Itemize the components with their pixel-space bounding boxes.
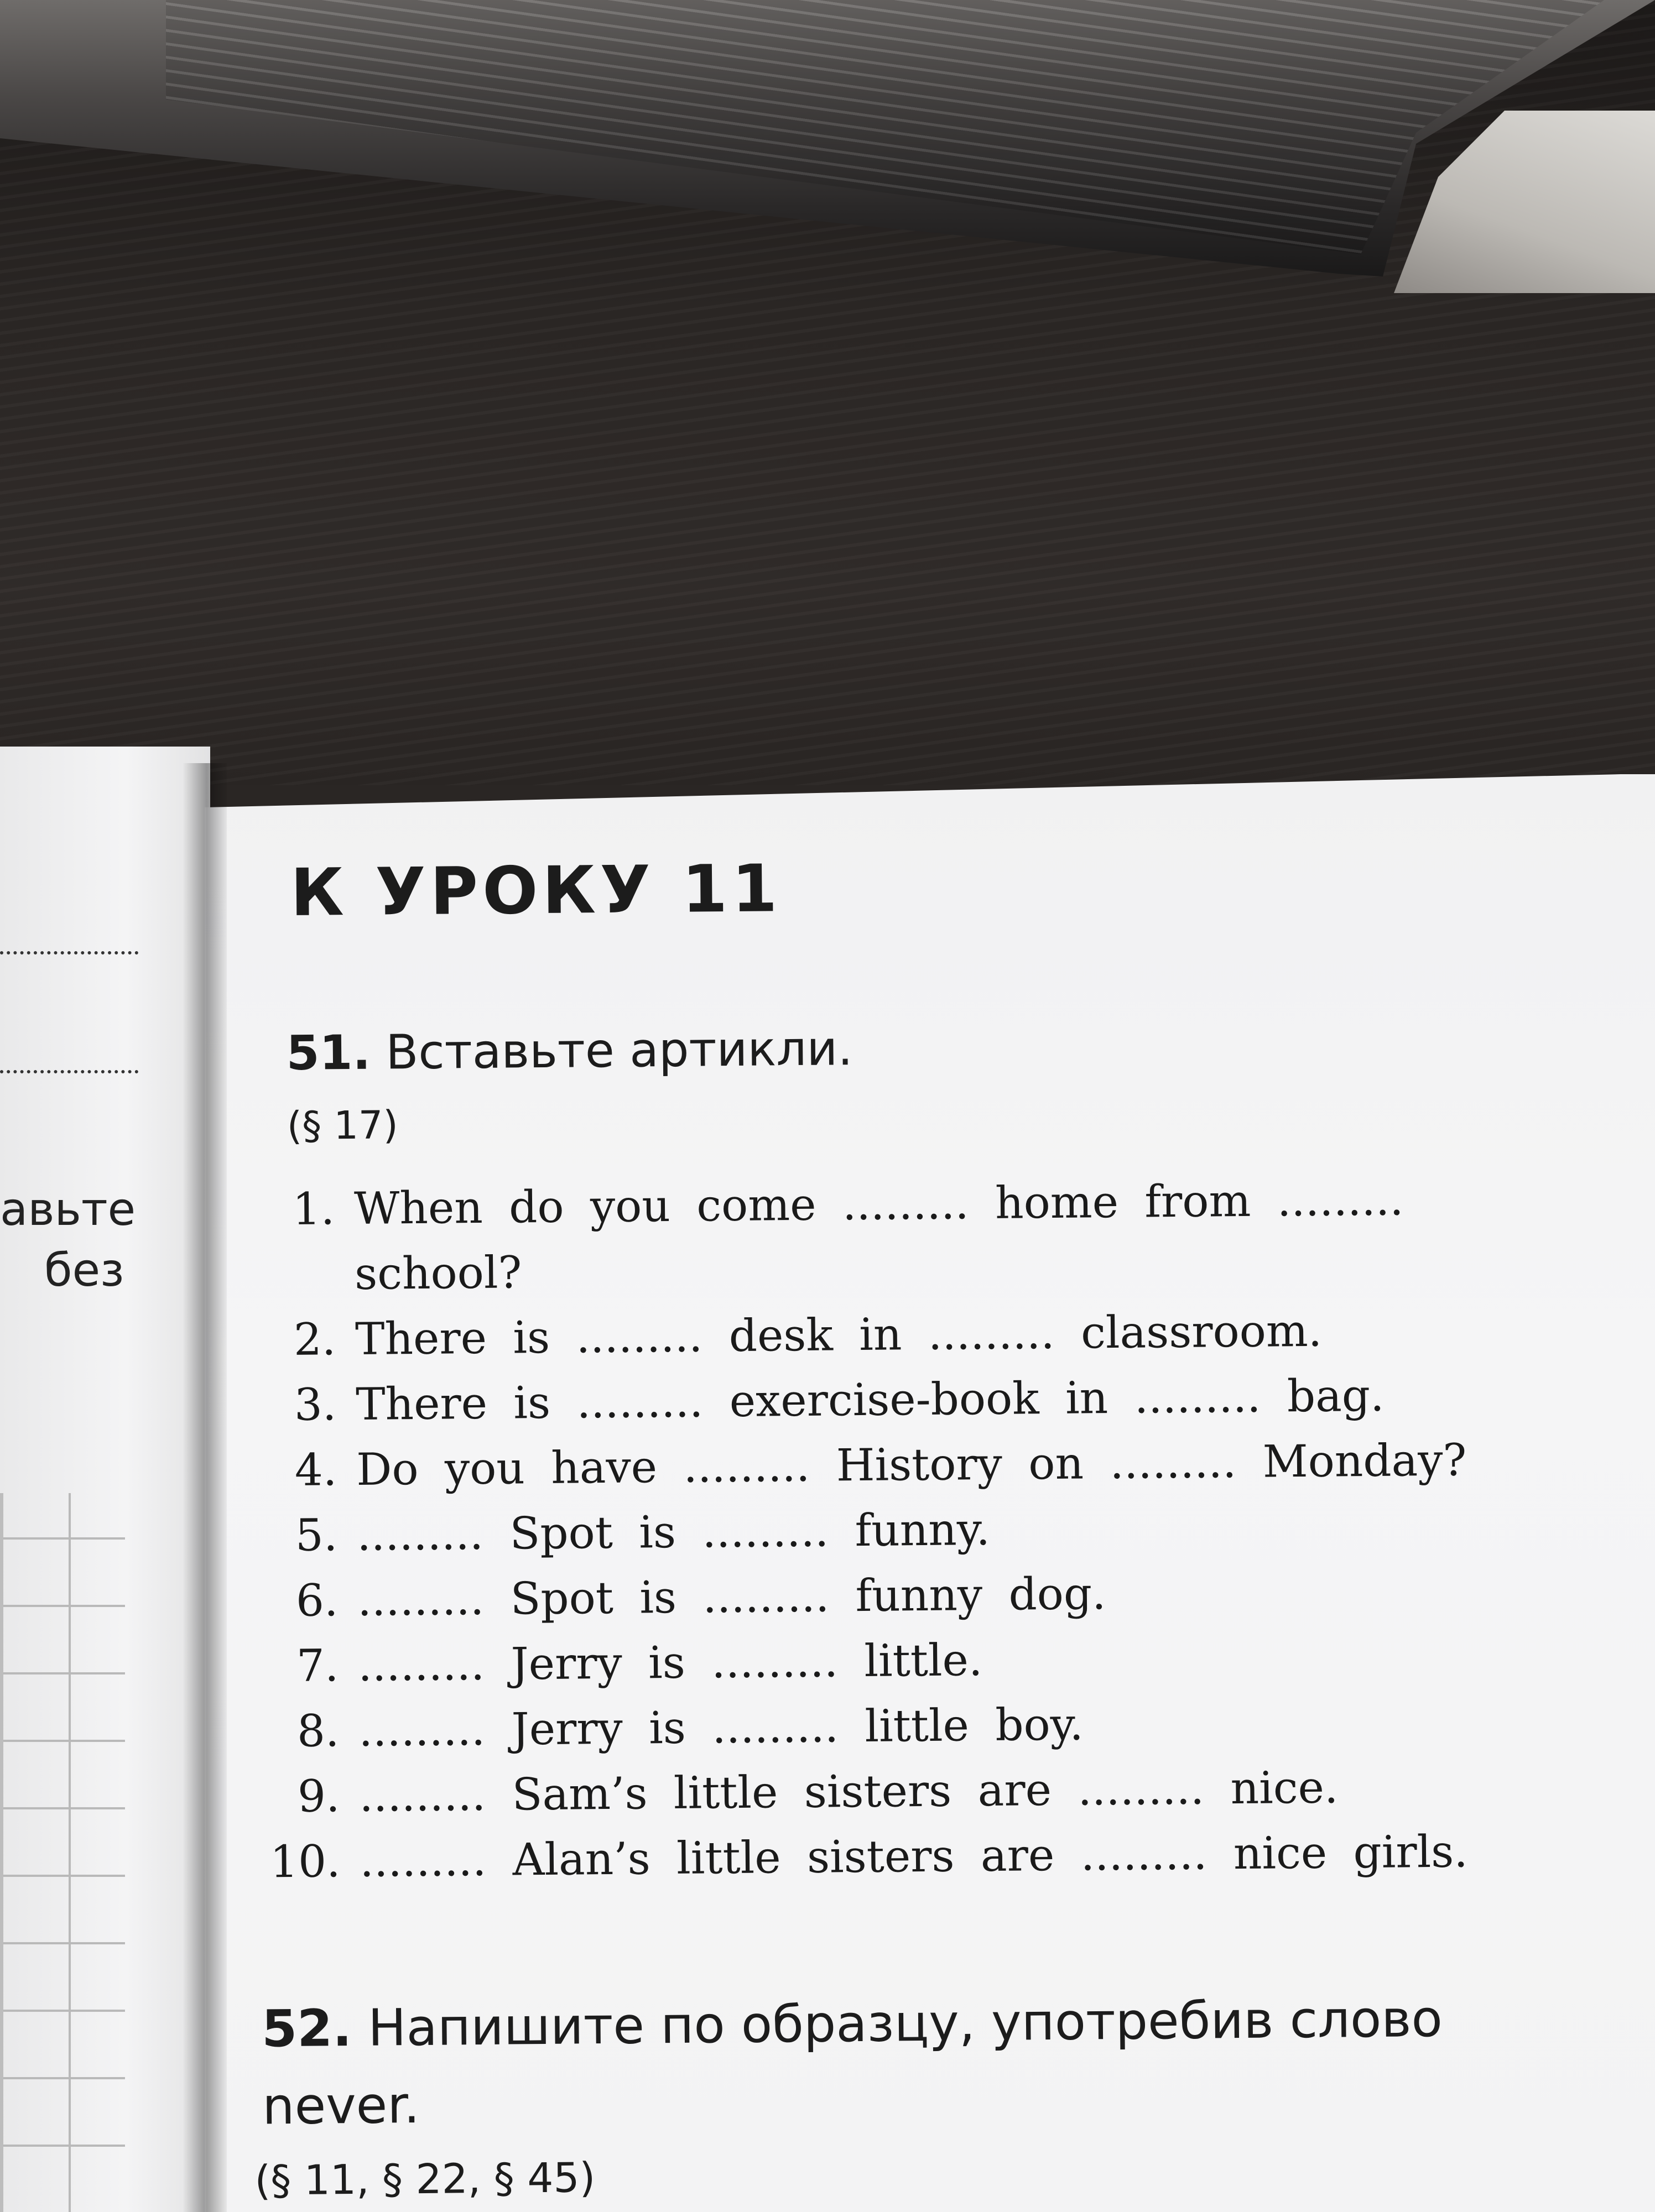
item-text: There is ......... exercise-book in ......... bag. bbox=[355, 1369, 1385, 1430]
item-number: 6. bbox=[295, 1574, 339, 1626]
item-number bbox=[247, 1248, 335, 1249]
item-number: 2. bbox=[293, 1313, 336, 1365]
item-text: There is ......... desk in ......... classroom. bbox=[355, 1305, 1323, 1365]
exercise-item bbox=[249, 1564, 1555, 1631]
exercise-item bbox=[251, 1694, 1557, 1761]
exercise-instruction-continued: never. bbox=[262, 2075, 420, 2136]
exercise-number: 52. bbox=[261, 1999, 352, 2059]
exercise-item bbox=[248, 1368, 1554, 1435]
exercise-reference: (§ 11, § 22, § 45) bbox=[254, 2154, 596, 2205]
exercise-instruction: Напишите по образцу, употребив слово bbox=[367, 1989, 1443, 2058]
exercise-item bbox=[247, 1238, 1553, 1305]
exercise-51-heading bbox=[286, 1021, 853, 1081]
exercise-item bbox=[249, 1499, 1555, 1566]
item-number: 8. bbox=[296, 1705, 340, 1757]
exercise-number: 51. bbox=[286, 1025, 371, 1082]
chapter-title: К УРОКУ 11 bbox=[290, 850, 782, 931]
item-text: ......... Spot is ......... funny dog. bbox=[357, 1568, 1106, 1626]
left-page-word: без bbox=[44, 1244, 124, 1297]
item-number: 5. bbox=[295, 1509, 338, 1561]
exercise-item bbox=[252, 1825, 1558, 1892]
item-text: ......... Spot is ......... funny. bbox=[356, 1503, 991, 1561]
item-text: ......... Jerry is ......... little. bbox=[357, 1634, 983, 1691]
exercise-item bbox=[247, 1303, 1553, 1370]
exercise-item bbox=[246, 1172, 1552, 1239]
exercise-item bbox=[250, 1629, 1556, 1696]
item-text: When do you come ......... home from ......... bbox=[353, 1173, 1404, 1234]
exercise-item bbox=[248, 1433, 1554, 1500]
item-text: ......... Sam’s little sisters are ......... nice. bbox=[358, 1761, 1339, 1822]
exercise-instruction: Вставьте артикли. bbox=[385, 1021, 853, 1081]
item-number: 9. bbox=[297, 1770, 340, 1822]
item-number: 4. bbox=[294, 1444, 337, 1496]
item-number: 10. bbox=[269, 1835, 341, 1888]
item-number: 1. bbox=[292, 1183, 335, 1235]
item-number: 3. bbox=[294, 1379, 337, 1431]
item-text: school? bbox=[354, 1246, 522, 1300]
exercise-reference: (§ 17) bbox=[287, 1102, 399, 1149]
left-page-word: авьте bbox=[0, 1183, 136, 1236]
item-text: ......... Alan’s little sisters are ......... nice girls. bbox=[360, 1825, 1469, 1887]
item-text: ......... Jerry is ......... little boy. bbox=[358, 1698, 1084, 1756]
exercise-item bbox=[251, 1760, 1557, 1827]
item-number: 7. bbox=[296, 1640, 339, 1692]
exercise-52-heading bbox=[262, 1989, 1443, 2059]
item-text: Do you have ......... History on ......... Monday? bbox=[356, 1434, 1467, 1495]
